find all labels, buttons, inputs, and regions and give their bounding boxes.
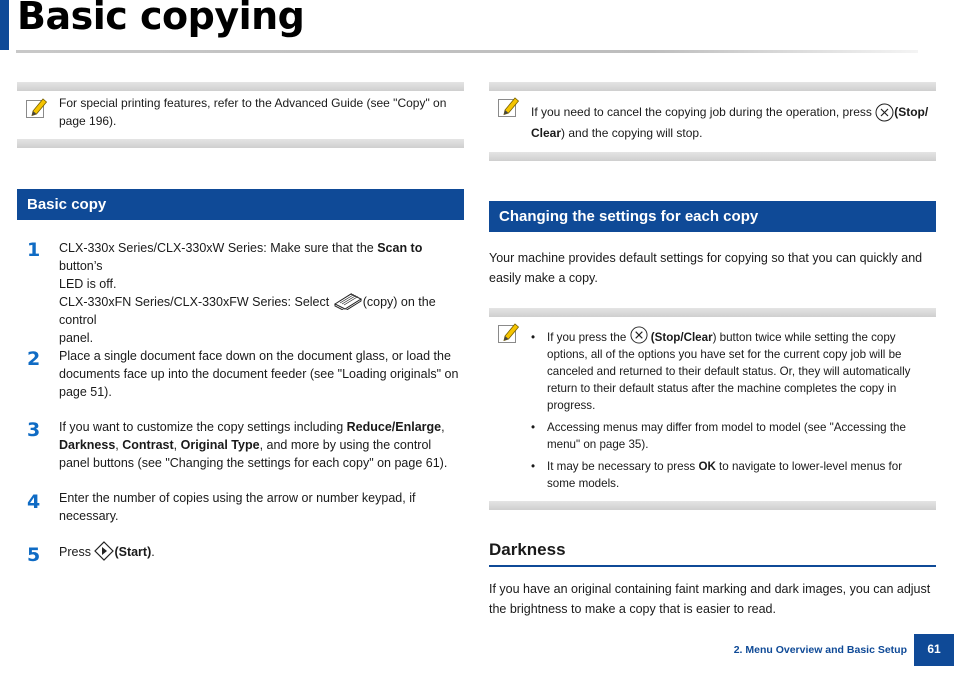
step-text: Enter the number of copies using the arrow or number keypad, if necessary. — [59, 491, 416, 523]
darkness-paragraph: If you have an original containing faint marking and dark images, you can adjust the brightness to make a copy that is easier to read. — [489, 582, 931, 616]
list-item: • Accessing menus may differ from model to model (see "Accessing the menu" on page 35). — [531, 419, 933, 453]
section-heading-changing-settings: Changing the settings for each copy — [489, 201, 936, 232]
step-number: 1 — [27, 239, 41, 261]
page-number: 61 — [914, 634, 954, 666]
list-item: • If you press the (Stop/Clear) button twice while setting the copy options, all of the options you have set for the current copy job will be canceled and returned to their default status. Or, they will automatically return to their default status after the machine completes the copy in progress. — [531, 329, 933, 414]
copy-icon — [333, 290, 363, 310]
title-rule — [16, 50, 918, 53]
pencil-note-icon — [497, 321, 521, 345]
step-number: 3 — [27, 419, 41, 441]
page-title: Basic copying — [17, 0, 305, 38]
stop-clear-icon — [875, 103, 894, 122]
step-text: CLX-330x Series/CLX-330xW Series: Make sure that the Scan to button’s LED is off. — [59, 241, 423, 291]
step-text: If you want to customize the copy settings including Reduce/Enlarge, Darkness, Contrast, Original Type, and more by using the control panel buttons (see "Changing the settings for each copy" on page 61). — [59, 420, 448, 470]
section-heading-basic-copy: Basic copy — [17, 189, 464, 220]
darkness-rule — [489, 565, 936, 567]
step-number: 2 — [27, 348, 41, 370]
pencil-note-icon — [497, 95, 521, 119]
step-text: CLX-330xFN Series/CLX-330xFW Series: Select (copy) on the control panel. — [59, 293, 464, 347]
title-accent-bar — [0, 0, 9, 50]
darkness-heading: Darkness — [489, 540, 566, 559]
step-number: 4 — [27, 491, 41, 513]
note-text-right: If you need to cancel the copying job during the operation, press (Stop/ Clear) and the copying will stop. — [531, 105, 929, 140]
step-text: Place a single document face down on the document glass, or load the documents face up into the document feeder (see "Loading originals" on page 51). — [59, 349, 459, 399]
step-text: Press (Start). — [59, 543, 469, 561]
intro-paragraph: Your machine provides default settings for copying so that you can quickly and easily make a copy. — [489, 251, 923, 285]
step-number: 5 — [27, 544, 41, 566]
note-box-left — [17, 82, 464, 148]
pencil-note-icon — [25, 96, 49, 120]
footer-section-label: 2. Menu Overview and Basic Setup — [733, 644, 907, 656]
note-box-right — [489, 82, 936, 161]
note-bullet-list — [531, 329, 933, 497]
stop-clear-icon — [630, 326, 648, 344]
note-text-left: For special printing features, refer to the Advanced Guide (see "Copy" on page 196). — [59, 96, 447, 128]
list-item: • It may be necessary to press OK to navigate to lower-level menus for some models. — [531, 458, 933, 492]
note-box-bullets — [489, 308, 936, 510]
start-icon — [94, 541, 114, 561]
